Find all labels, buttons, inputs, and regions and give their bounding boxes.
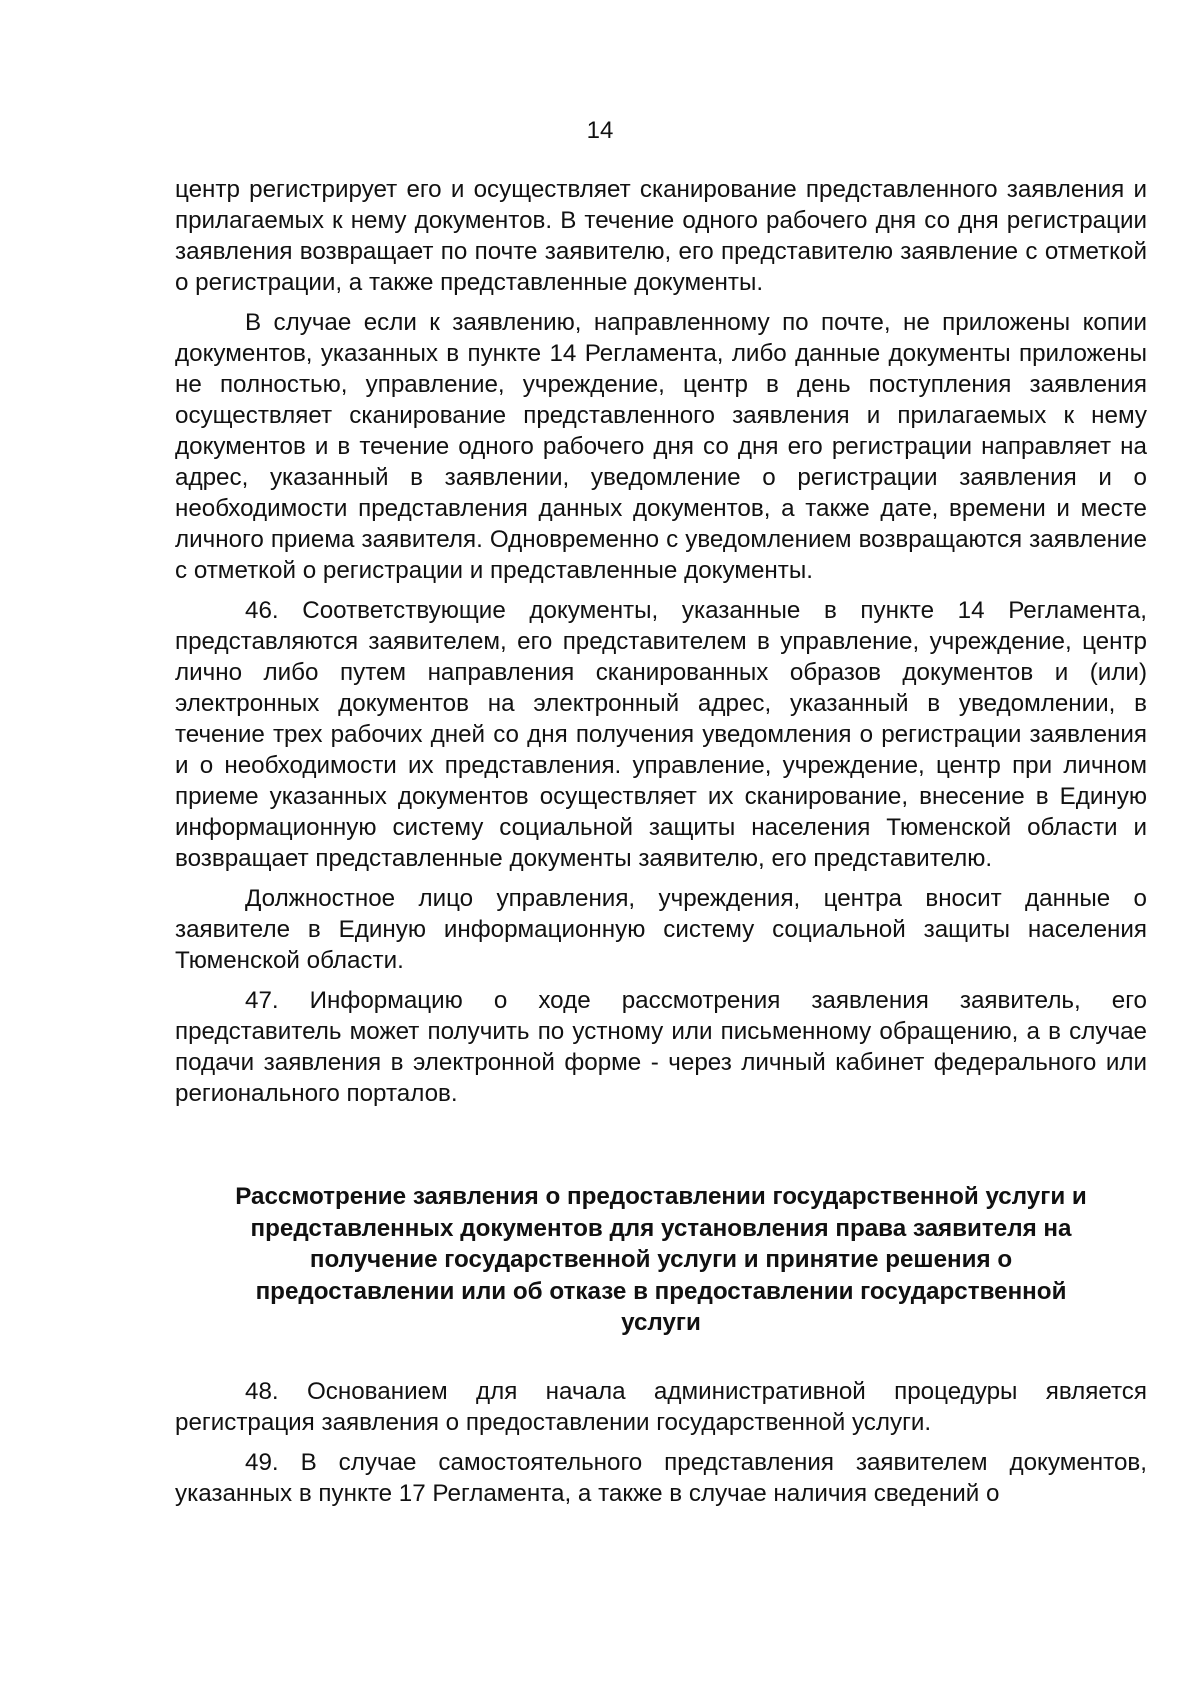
- paragraph-continuation: центр регистрирует его и осуществляет сканирование представленного заявления и прилагаемых к нему документов. В течение одного рабочего дня со дня регистрации заявления возвращает по почте заявителю, его представителю заявление с отметкой о регистрации, а также представленные документы.: [175, 176, 1147, 296]
- section-heading: Рассмотрение заявления о предоставлении государственной услуги и представленных документов для установления права заявителя на получение государственной услуги и принятие решения о предоставлении или об отказе в предоставлении государственной услуги: [235, 1183, 1087, 1336]
- paragraph-49: 49. В случае самостоятельного представления заявителем документов, указанных в пункте 17 Регламента, а также в случае наличия сведений о: [175, 1448, 1147, 1507]
- paragraph-postal-application: В случае если к заявлению, направленному по почте, не приложены копии документов, указанных в пункте 14 Регламента, либо данные документы приложены не полностью, управление, учреждение, центр в день поступления заявления осуществляет сканирование представленного заявления и прилагаемых к нему документов и в течение одного рабочего дня со дня его регистрации направляет на адрес, указанный в заявлении, уведомление о регистрации заявления и о необходимости представления данных документов, а также дате, времени и месте личного приема заявителя. Одновременно с уведомлением возвращаются заявление с отметкой о регистрации и представленные документы.: [175, 309, 1147, 584]
- paragraph-47: 47. Информацию о ходе рассмотрения заявления заявитель, его представитель может получить по устному или письменному обращению, а в случае подачи заявления в электронной форме - через личный кабинет федерального или регионального порталов.: [175, 987, 1147, 1107]
- paragraph-48: 48. Основанием для начала административной процедуры является регистрация заявления о предоставлении государственной услуги.: [175, 1377, 1147, 1436]
- document-body: [175, 174, 1147, 1518]
- paragraph-official-data-entry: Должностное лицо управления, учреждения, центра вносит данные о заявителе в Единую информационную систему социальной защиты населения Тюменской области.: [175, 885, 1147, 974]
- page-number: 14: [586, 117, 614, 144]
- paragraph-46: 46. Соответствующие документы, указанные в пункте 14 Регламента, представляются заявителем, его представителем в управление, учреждение, центр лично либо путем направления сканированных образов документов и (или) электронных документов на электронный адрес, указанный в уведомлении, в течение трех рабочих дней со дня получения уведомления о регистрации заявления и о необходимости их представления. управление, учреждение, центр при личном приеме указанных документов осуществляет их сканирование, внесение в Единую информационную систему социальной защиты населения Тюменской области и возвращает представленные документы заявителю, его представителю.: [175, 597, 1147, 872]
